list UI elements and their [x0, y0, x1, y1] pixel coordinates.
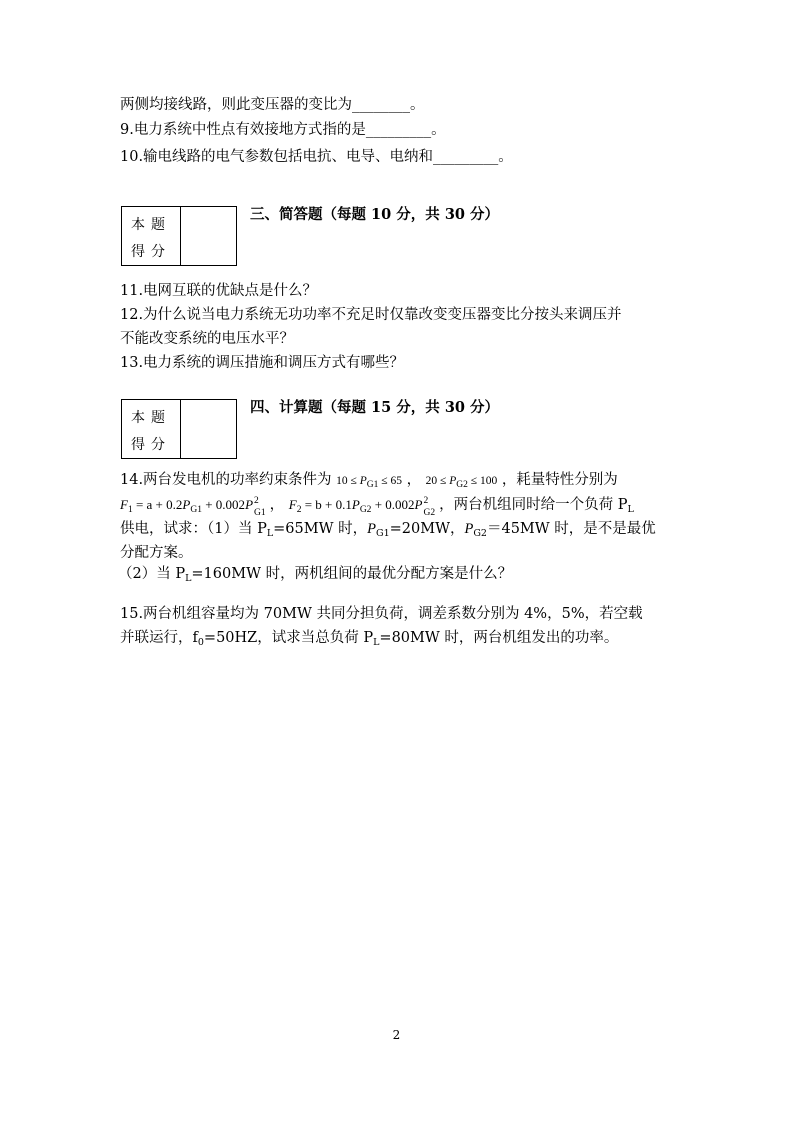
section3-heading: 三、简答题（每题 10 分，共 30 分）: [250, 206, 500, 223]
cost-function-f1: $F_1 = a + 0.2P_{G1} + 0.002P$ 2 G1: [120, 496, 266, 518]
score-box-label-row1: 本题: [131, 410, 171, 426]
question-14-line4: 分配方案。: [120, 545, 193, 561]
question-13: 13.电力系统的调压措施和调压方式有哪些？: [120, 355, 405, 371]
constraint-g2: $20 \le P_{G2} \le 100$: [425, 475, 498, 490]
question-12-line2: 不能改变系统的电压水平？: [120, 331, 294, 347]
question-14-part2: （2）当 $P_L=160MW$ 时，两机组间的最优分配方案是什么？: [118, 566, 513, 584]
q14-load: ，两台机组同时给一个负荷 $P_L$: [439, 497, 634, 515]
question-11: 11.电网互联的优缺点是什么？: [120, 283, 318, 299]
score-box-section3: [121, 206, 237, 266]
fill-blank-question-9: 9.电力系统中性点有效接地方式指的是_________。: [120, 122, 446, 138]
question-14-line3: 供电，试求：（1）当 $P_L=65MW$ 时，$P_{G1}=20MW$，$P_{G2}=45MW$ 时，是不是最优: [120, 521, 656, 539]
score-box-label-row2: 得分: [131, 437, 171, 453]
fill-blank-question-10: 10.输电线路的电气参数包括电抗、电导、电纳和_________。: [120, 149, 513, 165]
question-15-line1: 15.两台机组容量均为 70MW 共同分担负荷，调差系数分别为 4%，5%，若空载: [120, 606, 643, 622]
q14-intro: 14.两台发电机的功率约束条件为: [120, 472, 332, 488]
fill-blank-line-8-cont: 两侧均接线路，则此变压器的变比为________。: [120, 97, 425, 113]
cost-function-f2: $F_2 = b + 0.1P_{G2} + 0.002P$ 2 G2: [288, 496, 436, 518]
constraint-g1: $10 \le P_{G1} \le 65$: [336, 475, 402, 490]
score-box-label-row1: 本题: [131, 217, 171, 233]
question-14-line1: 14.两台发电机的功率约束条件为 $10 \le P_{G1} \le 65$ ， $20 \le P_{G2} \le 100$ ，耗量特性分别为: [120, 472, 618, 490]
section4-heading: 四、计算题（每题 15 分，共 30 分）: [250, 399, 500, 416]
question-15-line2: 并联运行，$f_0=50HZ$，试求当总负荷 $P_L=80MW$ 时，两台机组发出的功率。: [120, 630, 619, 648]
page-number: 2: [392, 1028, 401, 1042]
q14-cost-intro: ，耗量特性分别为: [501, 472, 618, 488]
question-12-line1: 12.为什么说当电力系统无功功率不充足时仅靠改变变压器变比分按头来调压并: [120, 307, 622, 323]
score-box-section4: [121, 399, 237, 459]
score-box-label-row2: 得分: [131, 244, 171, 260]
question-14-line2: $F_1 = a + 0.2P_{G1} + 0.002P$ 2 G1 ， $F_2 = b + 0.1P_{G2} + 0.002P$ 2 G2 ，两台机组同时给一个负荷 $P_L$: [120, 496, 634, 518]
